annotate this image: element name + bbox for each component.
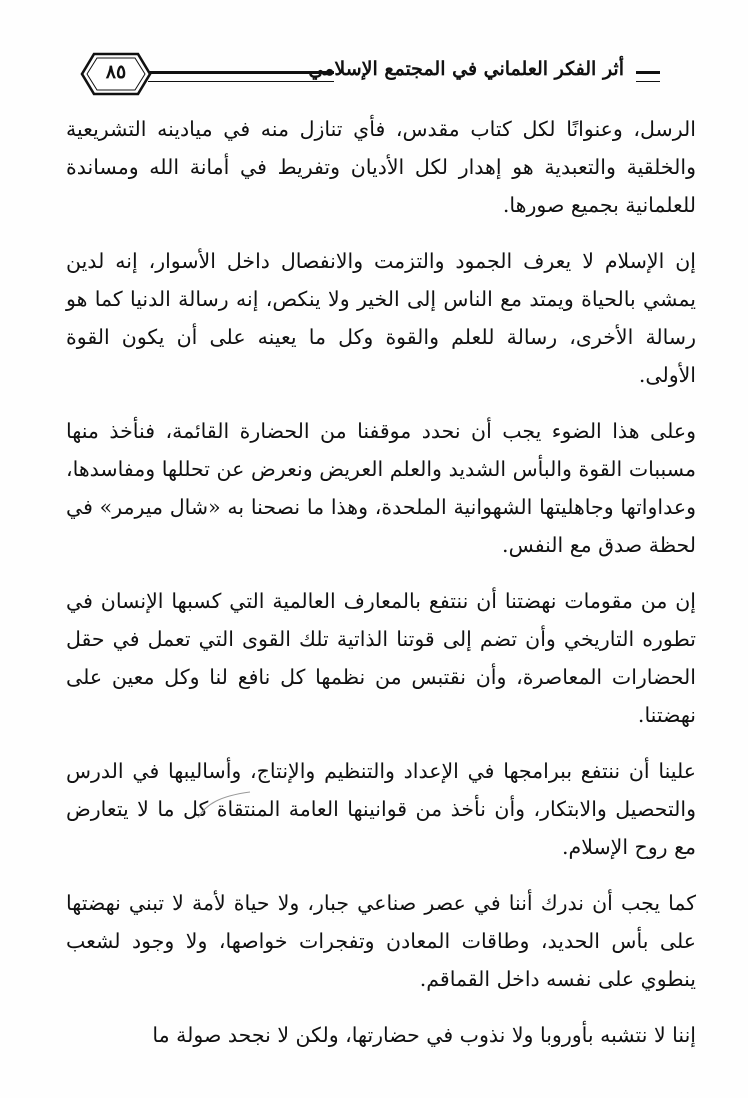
paragraph: علينا أن ننتفع ببرامجها في الإعداد والتنظيم والإنتاج، وأساليبها في الدرس والتحصيل والابتكار، وأن نأخذ من قوانينها العامة المنتقاة كل ما لا يتعارض مع روح الإسلام. — [66, 759, 696, 859]
paragraph: إن من مقومات نهضتنا أن ننتفع بالمعارف العالمية التي كسبها الإنسان في تطوره التاريخي وأن تضم إلى قوتنا الذاتية تلك القوى التي تعمل في حقل الحضارات المعاصرة، وأن نقتبس من نظمها كل نافع لنا وكل معين على نهضتنا. — [66, 589, 696, 727]
paragraph: وعلى هذا الضوء يجب أن نحدد موقفنا من الحضارة القائمة، فنأخذ منها مسببات القوة والبأس الشديد والعلم العريض ونعرض عن تحللها ومفاسدها، وعداواتها وجاهليتها الشهوانية الملحدة، وهذا ما نصحنا به «شال ميرمر» في لحظة صدق مع النفس. — [66, 419, 697, 557]
header-rule-right — [636, 71, 660, 82]
paragraph: الرسل، وعنوانًا لكل كتاب مقدس، فأي تنازل منه في ميادينه التشريعية والخلقية والتعبدية هو إهدار لكل الأديان وتفريط في أمانة الله ومساندة للعلمانية بجميع صورها. — [66, 117, 696, 217]
page-number-badge — [80, 52, 152, 96]
page-body — [66, 110, 696, 1072]
running-header-title: أثر الفكر العلماني في المجتمع الإسلامي — [308, 58, 624, 80]
header-rule — [148, 71, 334, 82]
paragraph: كما يجب أن ندرك أننا في عصر صناعي جبار، ولا حياة لأمة لا تبني نهضتها على بأس الحديد، وطاقات المعادن وتفجرات خواصها، ولا وجود لشعب ينطوي على نفسه داخل القماقم. — [66, 891, 696, 991]
pencil-mark-icon — [196, 790, 252, 820]
paragraph: إننا لا نتشبه بأوروبا ولا نذوب في حضارتها، ولكن لا نجحد صولة ما — [152, 1023, 696, 1047]
page-number: ٨٥ — [105, 61, 127, 83]
paragraph: إن الإسلام لا يعرف الجمود والتزمت والانفصال داخل الأسوار، إنه لدين يمشي بالحياة ويمتد مع الناس إلى الخير ولا ينكص، إنه رسالة الدنيا كما هو رسالة الأخرى، رسالة للعلم والقوة وكل ما يعينه على أن يكون القوة الأولى. — [66, 249, 696, 387]
running-header — [80, 50, 660, 98]
